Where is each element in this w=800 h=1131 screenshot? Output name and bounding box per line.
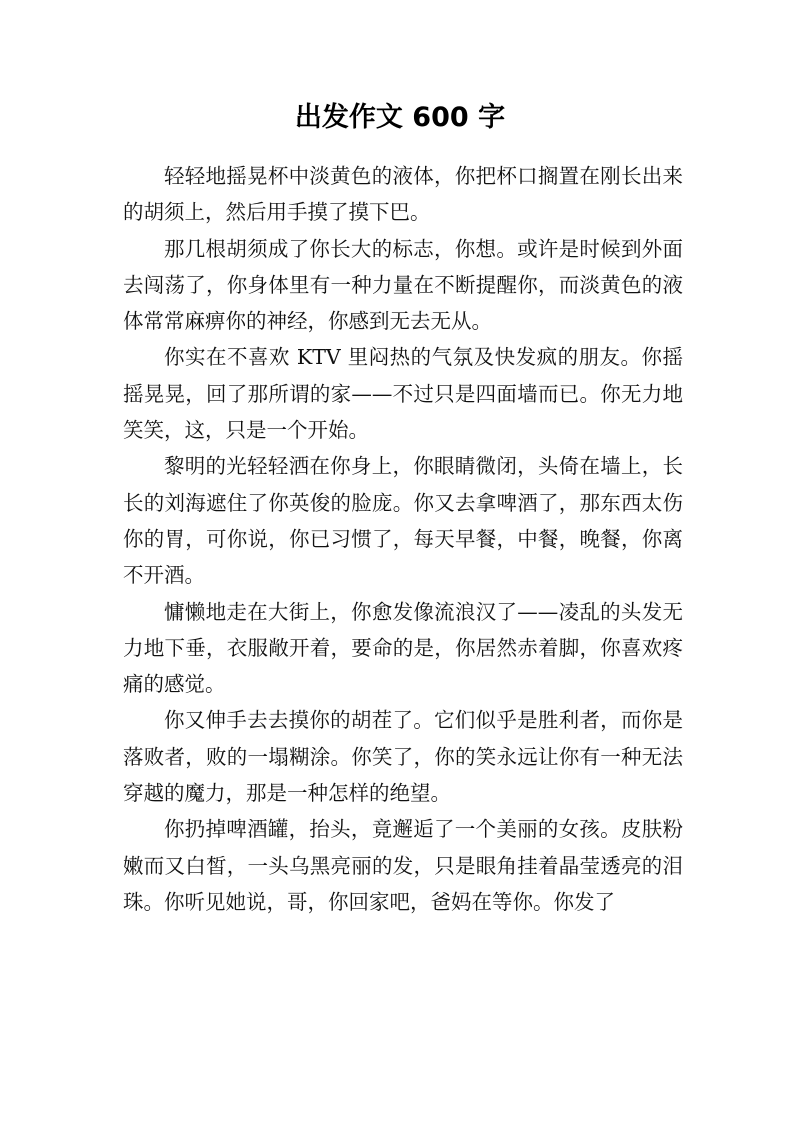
- paragraph-3: 你实在不喜欢 KTV 里闷热的气氛及快发疯的朋友。你摇摇晃晃，回了那所谓的家——不过只是四面墙而已。你无力地笑笑，这，只是一个开始。: [123, 345, 683, 443]
- paragraph-2: 那几根胡须成了你长大的标志，你想。或许是时候到外面去闯荡了，你身体里有一种力量在不断提醒你，而淡黄色的液体常常麻痹你的神经，你感到无去无从。: [123, 236, 683, 334]
- document-body: [123, 158, 683, 920]
- document-title: 出发作文 600 字: [294, 102, 506, 133]
- paragraph-6: 你又伸手去去摸你的胡茬了。它们似乎是胜利者，而你是落败者，败的一塌糊涂。你笑了，你的笑永远让你有一种无法穿越的魔力，那是一种怎样的绝望。: [123, 708, 683, 806]
- paragraph-1: 轻轻地摇晃杯中淡黄色的液体，你把杯口搁置在刚长出来的胡须上，然后用手摸了摸下巴。: [123, 164, 683, 225]
- paragraph-4: 黎明的光轻轻洒在你身上，你眼睛微闭，头倚在墙上，长长的刘海遮住了你英俊的脸庞。你又去拿啤酒了，那东西太伤你的胃，可你说，你已习惯了，每天早餐，中餐，晚餐，你离不开酒。: [123, 454, 683, 588]
- paragraph-5: 慵懒地走在大街上，你愈发像流浪汉了——凌乱的头发无力地下垂，衣服敞开着，要命的是，你居然赤着脚，你喜欢疼痛的感觉。: [123, 599, 683, 697]
- paragraph-7: 你扔掉啤酒罐，抬头，竟邂逅了一个美丽的女孩。皮肤粉嫩而又白皙，一头乌黑亮丽的发，只是眼角挂着晶莹透亮的泪珠。你听见她说，哥，你回家吧，爸妈在等你。你发了: [123, 817, 683, 914]
